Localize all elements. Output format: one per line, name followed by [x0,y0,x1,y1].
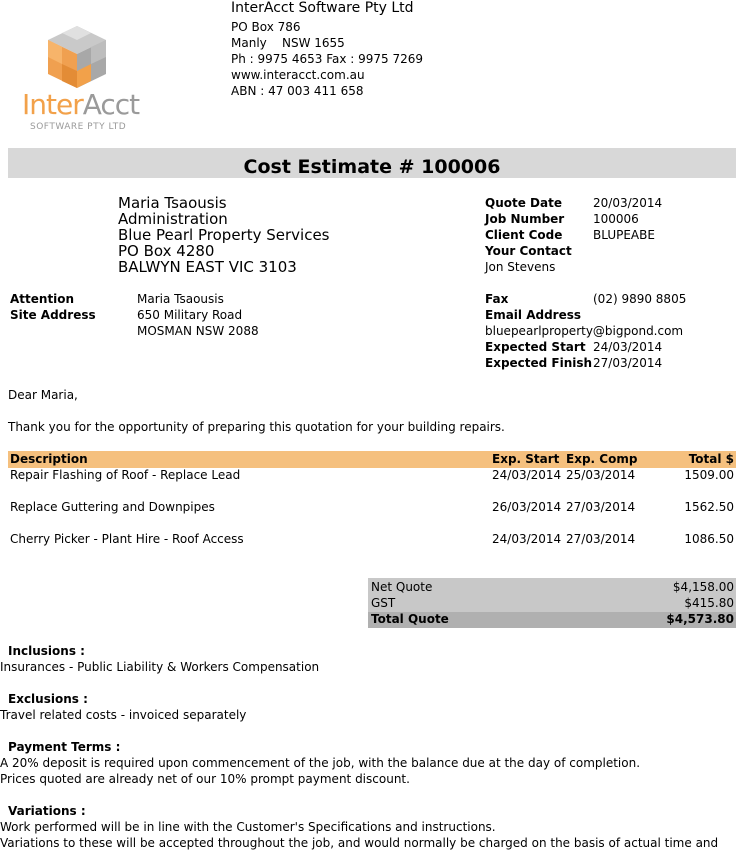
company-phone: Ph : 9975 4653 Fax : 9975 7269 [231,52,424,66]
row-description: Repair Flashing of Roof - Replace Lead [10,468,241,482]
logo-wordmark: InterAcct [22,88,140,121]
variations-line2: Variations to these will be accepted throughout the job, and would normally be charged on the basis of actual time and [0,836,719,850]
logo-subtitle: SOFTWARE PTY LTD [30,122,127,132]
row-comp: 27/03/2014 [566,500,636,514]
net-quote-label: Net Quote [371,580,433,594]
row-total: 1086.50 [684,532,734,546]
greeting: Dear Maria, [8,388,78,402]
site-address-label: Site Address [10,308,96,322]
col-description: Description [10,452,88,466]
gst-value: $415.80 [684,596,734,610]
inclusions-heading: Inclusions : [8,644,85,658]
row-start: 26/03/2014 [492,500,562,514]
company-name: InterAcct Software Pty Ltd [231,0,414,16]
expected-finish-value: 27/03/2014 [593,356,663,370]
variations-heading: Variations : [8,804,86,818]
site-address-line1: 650 Military Road [137,308,243,322]
puzzle-cube-icon [44,24,110,90]
row-comp: 27/03/2014 [566,532,636,546]
client-code-label: Client Code [485,228,563,242]
payment-terms-line2: Prices quoted are already net of our 10% prompt payment discount. [0,772,410,786]
row-comp: 25/03/2014 [566,468,636,482]
col-exp-comp: Exp. Comp [566,452,638,466]
quote-date-value: 20/03/2014 [593,196,663,210]
row-description: Replace Guttering and Downpipes [10,500,215,514]
col-exp-start: Exp. Start [492,452,560,466]
fax-value: (02) 9890 8805 [593,292,687,306]
variations-line1: Work performed will be in line with the Customer's Specifications and instructions. [0,820,496,834]
your-contact-value: Jon Stevens [485,260,556,274]
email-label: Email Address [485,308,582,322]
row-total: 1562.50 [684,500,734,514]
company-suburb: Manly NSW 1655 [231,36,345,50]
expected-finish-label: Expected Finish [485,356,593,370]
row-total: 1509.00 [684,468,734,482]
attention-label: Attention [10,292,75,306]
email-value[interactable]: bluepearlproperty@bigpond.com [485,324,684,338]
company-logo [18,24,140,136]
company-abn: ABN : 47 003 411 658 [231,84,364,98]
job-number-value: 100006 [593,212,639,226]
inclusions-text: Insurances - Public Liability & Workers Compensation [0,660,320,674]
col-total: Total $ [688,452,734,466]
exclusions-text: Travel related costs - invoiced separately [0,708,247,722]
quote-date-label: Quote Date [485,196,562,210]
gst-label: GST [371,596,396,610]
expected-start-label: Expected Start [485,340,586,354]
net-quote-value: $4,158.00 [672,580,734,594]
intro-text: Thank you for the opportunity of preparing this quotation for your building repairs. [8,420,505,434]
company-po-box: PO Box 786 [231,20,301,34]
your-contact-label: Your Contact [485,244,572,258]
payment-terms-line1: A 20% deposit is required upon commencement of the job, with the balance due at the day of completion. [0,756,641,770]
client-suburb: BALWYN EAST VIC 3103 [118,258,297,276]
fax-label: Fax [485,292,509,306]
client-code-value: BLUPEABE [593,228,655,242]
exclusions-heading: Exclusions : [8,692,88,706]
company-web: www.interacct.com.au [231,68,365,82]
row-description: Cherry Picker - Plant Hire - Roof Access [10,532,244,546]
row-start: 24/03/2014 [492,532,562,546]
client-po-box: PO Box 4280 [118,242,215,260]
page-title: Cost Estimate # 100006 [243,156,501,178]
attention-value: Maria Tsaousis [137,292,224,306]
total-quote-label: Total Quote [371,612,449,626]
client-dept: Administration [118,210,228,228]
client-name: Maria Tsaousis [118,194,227,212]
total-quote-value: $4,573.80 [666,612,734,626]
row-start: 24/03/2014 [492,468,562,482]
title-band [8,148,736,178]
payment-terms-heading: Payment Terms : [8,740,121,754]
site-address-line2: MOSMAN NSW 2088 [137,324,259,338]
expected-start-value: 24/03/2014 [593,340,663,354]
job-number-label: Job Number [485,212,565,226]
client-company: Blue Pearl Property Services [118,226,330,244]
